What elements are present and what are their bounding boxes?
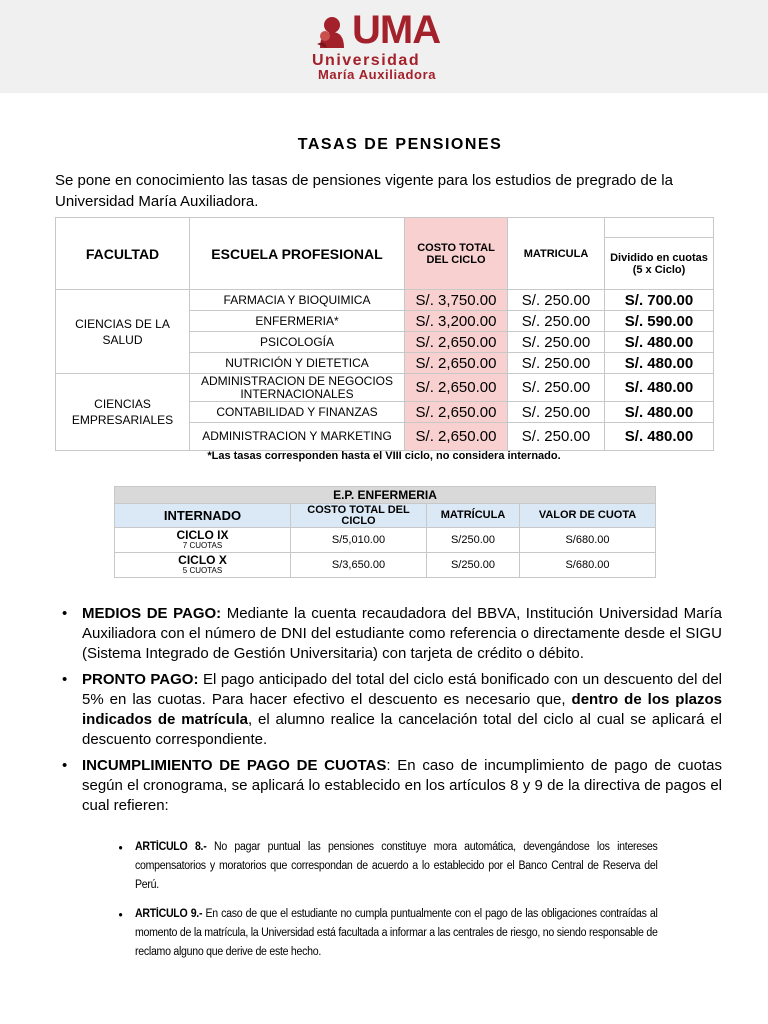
art8-label: ARTÍCULO 8.- <box>135 841 207 853</box>
university-logo <box>312 8 460 82</box>
table-row <box>56 374 714 402</box>
cycle-cell <box>115 553 291 578</box>
medios-text: Mediante la cuenta recaudadora del BBVA, Institución Universidad María Auxiliadora con el número de DNI del estudiante como referencia o directamente desde el SIGU (Sistema Integrado de Gestión Universitaria) con tarjeta de crédito o débito. <box>82 605 723 662</box>
policy-list <box>62 604 722 822</box>
table-row <box>56 290 714 311</box>
logo-line-1: Universidad <box>312 52 421 69</box>
medios-label: MEDIOS DE PAGO: <box>82 605 222 622</box>
cycle-installments: 5 CUOTAS <box>182 566 223 575</box>
fees-note: *Las tasas corresponden hasta el VIII ciclo, no considera internado. <box>207 450 561 462</box>
art9-text: En caso de que el estudiante no cumpla puntualmente con el pago de las obligaciones contraídas al momento de la matrícula, la Universidad está facultada a informar a las centrales de riesgo, no siendo responsable de reclamo alguno que derive de este hecho. <box>135 908 658 958</box>
cycle-installments: 7 CUOTAS <box>182 541 223 550</box>
art8-text: No pagar puntual las pensiones constituye mora automática, devengándose los intereses compensatorios y moratorios que correspondan de acuerdo a lo establecido por el Banco Central de Reserva del Perú. <box>135 841 658 891</box>
header-blank <box>605 218 714 238</box>
art9-label: ARTÍCULO 9.- <box>135 908 203 920</box>
school-cell: PSICOLOGÍA <box>190 332 405 353</box>
header-facultad: FACULTAD <box>56 218 190 290</box>
school-cell: NUTRICIÓN Y DIETETICA <box>190 353 405 374</box>
table-row <box>115 528 656 553</box>
school-cell: ADMINISTRACION Y MARKETING <box>190 423 405 451</box>
cost-cell: S/5,010.00 <box>291 528 427 553</box>
enrollment-cell: S/. 250.00 <box>508 353 605 374</box>
page-title: TASAS DE PENSIONES <box>297 136 503 153</box>
header-internado: INTERNADO <box>115 504 291 528</box>
fees-table <box>55 217 714 451</box>
header-matricula: MATRÍCULA <box>427 504 520 528</box>
pronto-text-2: , el alumno realice la cancelación total del ciclo al cual se aplicará el descuento correspondiente. <box>82 711 722 748</box>
list-item-articulo-8 <box>135 838 658 895</box>
logo-line-2: María Auxiliadora <box>318 67 437 82</box>
enrollment-cell: S/250.00 <box>427 528 520 553</box>
cost-cell: S/. 2,650.00 <box>405 332 508 353</box>
installment-cell: S/680.00 <box>520 553 656 578</box>
faculty-cell: CIENCIAS DE LA SALUD <box>56 290 190 374</box>
list-item-medios-de-pago <box>62 604 722 664</box>
enrollment-cell: S/. 250.00 <box>508 290 605 311</box>
table-row <box>115 553 656 578</box>
internship-title: E.P. ENFERMERIA <box>115 487 656 504</box>
incumplimiento-label: INCUMPLIMIENTO DE PAGO DE CUOTAS <box>82 757 387 774</box>
intro-paragraph: Se pone en conocimiento las tasas de pensiones vigente para los estudios de pregrado de la Universidad María Auxiliadora. <box>55 172 673 210</box>
list-item-incumplimiento <box>62 756 722 816</box>
installment-cell: S/. 480.00 <box>605 423 714 451</box>
header-costo: COSTO TOTAL DEL CICLO <box>291 504 427 528</box>
cost-cell: S/. 2,650.00 <box>405 353 508 374</box>
school-cell: ENFERMERIA* <box>190 311 405 332</box>
crest-icon <box>315 14 349 50</box>
installment-cell: S/. 480.00 <box>605 332 714 353</box>
pronto-bold: dentro de los plazos indicados de matrícula <box>82 691 722 728</box>
installment-cell: S/. 590.00 <box>605 311 714 332</box>
cycle-label: CICLO X <box>178 553 227 567</box>
cost-cell: S/. 2,650.00 <box>405 402 508 423</box>
installment-cell: S/. 480.00 <box>605 353 714 374</box>
pronto-label: PRONTO PAGO: <box>82 671 199 688</box>
logo-mark: UMA <box>352 8 441 52</box>
cycle-cell <box>115 528 291 553</box>
enrollment-cell: S/. 250.00 <box>508 374 605 402</box>
cost-cell: S/3,650.00 <box>291 553 427 578</box>
list-item-articulo-9 <box>135 905 658 962</box>
enrollment-cell: S/250.00 <box>427 553 520 578</box>
school-cell: CONTABILIDAD Y FINANZAS <box>190 402 405 423</box>
internship-table <box>114 486 656 578</box>
incumplimiento-text: : En caso de incumplimiento de pago de cuotas según el cronograma, se aplicará lo establecido en los artículos 8 y 9 de la directiva de pagos el cual refieren: <box>82 757 722 814</box>
list-item-pronto-pago <box>62 670 722 750</box>
cost-cell: S/. 2,650.00 <box>405 374 508 402</box>
enrollment-cell: S/. 250.00 <box>508 402 605 423</box>
header-matricula: MATRICULA <box>508 218 605 290</box>
pronto-text-1: El pago anticipado del total del ciclo está bonificado con un descuento del del 5% en las cuotas. Para hacer efectivo el descuento es necesario que, <box>82 671 722 708</box>
school-cell: ADMINISTRACION DE NEGOCIOS INTERNACIONALES <box>190 374 405 402</box>
header-costo: COSTO TOTAL DEL CICLO <box>405 218 508 290</box>
installment-cell: S/. 480.00 <box>605 374 714 402</box>
cost-cell: S/. 3,750.00 <box>405 290 508 311</box>
faculty-cell: CIENCIAS EMPRESARIALES <box>56 374 190 451</box>
cycle-label: CICLO IX <box>176 528 229 542</box>
header-escuela: ESCUELA PROFESIONAL <box>190 218 405 290</box>
cost-cell: S/. 2,650.00 <box>405 423 508 451</box>
header-dividido: Dividido en cuotas (5 x Ciclo) <box>605 238 714 290</box>
cost-cell: S/. 3,200.00 <box>405 311 508 332</box>
school-cell: FARMACIA Y BIOQUIMICA <box>190 290 405 311</box>
enrollment-cell: S/. 250.00 <box>508 423 605 451</box>
header-cuota: VALOR DE CUOTA <box>520 504 656 528</box>
installment-cell: S/. 700.00 <box>605 290 714 311</box>
installment-cell: S/680.00 <box>520 528 656 553</box>
enrollment-cell: S/. 250.00 <box>508 311 605 332</box>
enrollment-cell: S/. 250.00 <box>508 332 605 353</box>
header-band <box>0 0 768 93</box>
installment-cell: S/. 480.00 <box>605 402 714 423</box>
